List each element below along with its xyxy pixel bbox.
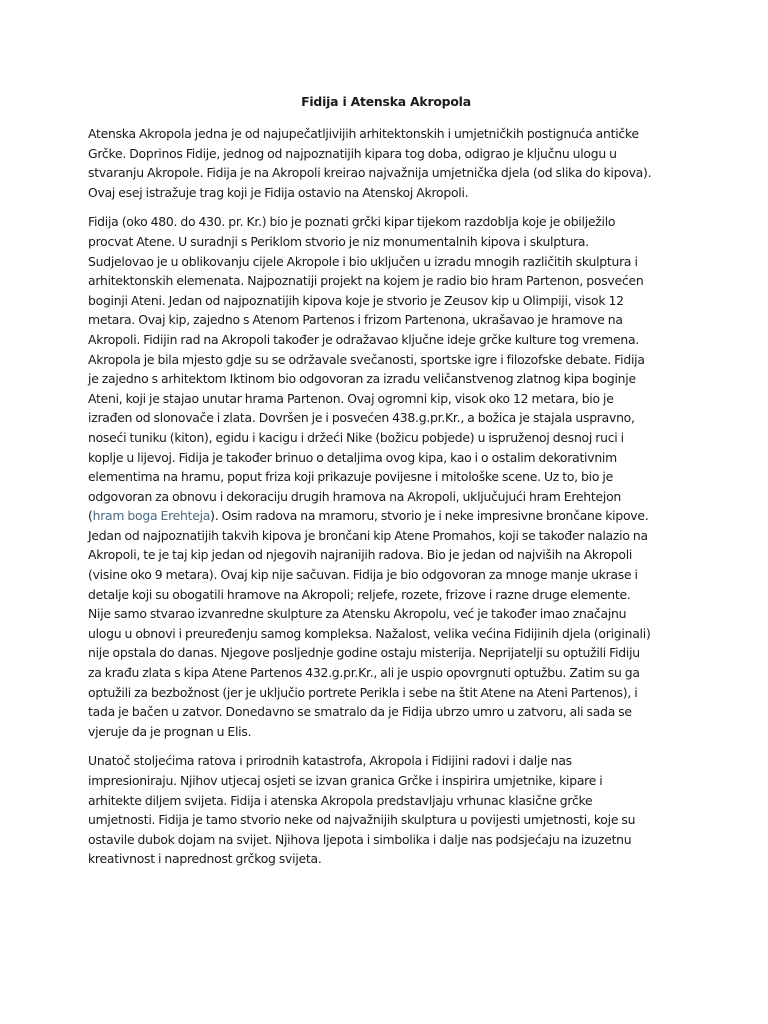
document-page [88,94,684,879]
paragraph [88,124,684,202]
text-line: detalje koji su obogatili hramove na Akropoli; reljefe, rozete, frizove i razne druge elemente. [88,586,631,602]
text-line: Unatoč stoljećima ratova i prirodnih katastrofa, Akropola i Fidijini radovi i dalje nas [88,753,572,769]
text-line: Ateni, koji je stajao unutar hrama Partenon. Ovaj ogromni kip, visok oko 12 metara, bio je [88,390,614,406]
text-line: Fidija (oko 480. do 430. pr. Kr.) bio je poznati grčki kipar tijekom razdoblja koje je obilježilo [88,214,616,230]
text-line: Akropoli, te je taj kip jedan od njegovih najranijih radova. Bio je jedan od najviših na Akropoli [88,547,633,563]
text-line: elementima na hramu, poput friza koji prikazuje povijesne i mitološke scene. Uz to, bio je [88,469,613,485]
text-line: boginji Ateni. Jedan od najpoznatijih kipova koje je stvorio je Zeusov kip u Olimpiji, visok 12 [88,292,624,308]
text-line: arhitektonskih elemenata. Najpoznatiji projekt na kojem je radio bio hram Partenon, posvećen [88,273,644,289]
text-line: (visine oko 9 metara). Ovaj kip nije sačuvan. Fidija je bio odgovoran za mnoge manje ukrase i [88,567,638,583]
text-line: impresioniraju. Njihov utjecaj osjeti se izvan granica Grčke i inspirira umjetnike, kipare i [88,773,603,788]
text-line: tada je bačen u zatvor. Donedavno se smatralo da je Fidija ubrzo umro u zatvoru, ali sada se [88,704,632,720]
text-line: Atenska Akropola jedna je od najupečatljivijih arhitektonskih i umjetničkih postignuća antičke [88,126,639,141]
text-line: arhitekte diljem svijeta. Fidija i atenska Akropola predstavljaju vrhunac klasične grčke [88,792,593,808]
text-line: optužili za bezbožnost (jer je uključio portrete Perikla i sebe na štit Atene na Ateni Partenos), i [88,684,638,700]
document-title: Fidija i Atenska Akropola [301,94,471,109]
text-segment: ( [88,508,93,524]
text-line: ulogu u obnovi i preuređenju samog kompleksa. Nažalost, velika većina Fidijinih djela (originali) [88,625,651,641]
text-line: procvat Atene. U suradnji s Periklom stvorio je niz monumentalnih kipova i skulptura. [88,233,589,249]
text-line: je zajedno s arhitektom Iktinom bio odgovoran za izradu veličanstvenog zlatnog kipa boginje [88,371,636,387]
text-line: ostavile dubok dojam na svijet. Njihova ljepota i simbolika i dalje nas podsjećaju na izuzetnu [88,831,632,847]
text-line: Akropola je bila mjesto gdje su se održavale svečanosti, sportske igre i filozofske debate. Fidija [88,351,645,367]
text-line: za krađu zlata s kipa Atene Partenos 432.g.pr.Kr., ali je uspio opovrgnuti optužbu. Zatim su ga [88,665,640,681]
text-line: Ovaj esej istražuje trag koji je Fidija ostavio na Atenskoj Akropoli. [88,184,469,200]
text-line: Akropoli. Fidijin rad na Akropoli također je odražavao ključne ideje grčke kulture tog vremena. [88,331,639,347]
text-line: kreativnost i naprednost grčkog svijeta. [88,851,322,867]
text-line: izrađen od slonovače i zlata. Dovršen je i posvećen 438.g.pr.Kr., a božica je stajala uspravno, [88,410,635,426]
text-line: noseći tuniku (kiton), egidu i kacigu i držeći Nike (božicu pobjede) u ispruženoj desnoj ruci i [88,429,624,445]
text-line: metara. Ovaj kip, zajedno s Atenom Partenos i frizom Partenona, ukrašavao je hramove na [88,312,623,328]
text-line [88,506,684,526]
text-line: koplje u lijevoj. Fidija je također brinuo o detaljima ovog kipa, kao i o ostalim dekorativnim [88,449,617,465]
highlighted-text: hram boga Erehteja [92,508,211,524]
text-line: vjeruje da je prognan u Elis. [88,723,252,739]
text-line: Nije samo stvarao izvanredne skulpture za Atensku Akropolu, već je također imao značajnu [88,606,627,622]
text-line: odgovoran za obnovu i dekoraciju drugih hramova na Akropoli, uključujući hram Erehtejon [88,488,622,504]
text-line: Grčke. Doprinos Fidije, jednog od najpoznatijih kipara tog doba, odigrao je ključnu ulogu u [88,145,617,161]
text-segment: ). Osim radova na mramoru, stvorio je i neke impresivne brončane kipove. [210,508,649,524]
text-line: Sudjelovao je u oblikovanju cijele Akropole i bio uključen u izradu mnogih različitih skulptura i [88,253,638,269]
paragraph [88,751,684,869]
paragraph [88,212,684,741]
text-line: umjetnosti. Fidija je tamo stvorio neke od najvažnijih skulptura u povijesti umjetnosti, koje su [88,812,636,828]
text-line: nije opstala do danas. Njegove posljednje godine ostaju misterija. Neprijatelji su optužili Fidiju [88,645,640,661]
text-line: stvaranju Akropole. Fidija je na Akropoli kreirao najvažnija umjetnička djela (od slika do kipova). [88,165,652,181]
document-body [88,124,684,869]
text-line: Jedan od najpoznatijih takvih kipova je brončani kip Atene Promahos, koji se također nalazio na [88,527,648,543]
